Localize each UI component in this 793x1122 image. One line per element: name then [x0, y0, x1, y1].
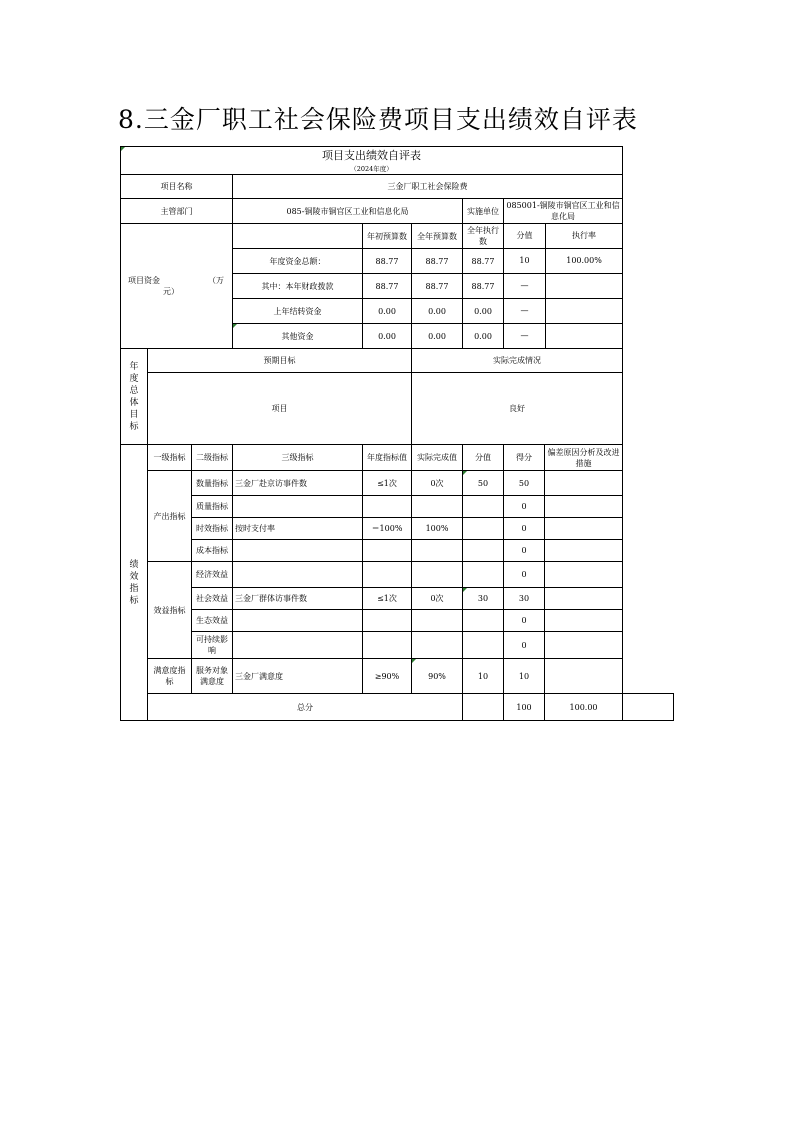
deviation-note: [545, 471, 623, 496]
indicator-header: 实际完成值: [412, 445, 463, 471]
total-score: 100.00: [545, 694, 623, 721]
table-year: （2024年度）: [121, 164, 623, 175]
actual-completion-text: 良好: [412, 373, 623, 445]
indicator-row: [121, 588, 674, 610]
deviation-note: [545, 518, 623, 540]
level2-indicator: 质量指标: [192, 496, 233, 518]
funds-cell: —: [504, 299, 546, 323]
actual-completion-header: 实际完成情况: [412, 349, 623, 373]
score: 0: [504, 632, 545, 659]
annual-target: [363, 562, 412, 588]
level2-indicator: 时效指标: [192, 518, 233, 540]
funds-cell: 88.77: [463, 249, 504, 274]
funds-cell: 0.00: [463, 324, 504, 349]
expected-goal-header: 预期目标: [148, 349, 412, 373]
funds-cell: —: [504, 324, 546, 348]
goals-side-label: [121, 349, 148, 445]
deviation-note: [545, 496, 623, 518]
page-heading: 8.三金厂职工社会保险费项目支出绩效自评表: [118, 105, 638, 134]
indicator-row: [121, 610, 674, 632]
indicator-row: [121, 496, 674, 518]
funds-cell: 100.00%: [566, 256, 602, 265]
score-value: [463, 562, 504, 588]
dept-value: 085-铜陵市铜官区工业和信息化局: [233, 199, 463, 224]
score: 10: [504, 659, 545, 694]
funds-cell: 0.00: [412, 324, 463, 349]
funds-cell-group: [504, 274, 623, 299]
annual-target: [363, 540, 412, 562]
funds-row-label: 其他资金: [233, 324, 363, 349]
annual-target: [363, 610, 412, 632]
funds-header: 分值: [504, 224, 546, 248]
score: 0: [504, 610, 545, 632]
deviation-note: [545, 632, 623, 659]
level2-indicator: 社会效益: [192, 588, 233, 610]
total-actual: [463, 694, 504, 721]
annual-target: ＝100%: [363, 518, 412, 540]
level1-indicator: 产出指标: [148, 471, 192, 562]
funds-cell: 88.77: [412, 249, 463, 274]
level2-indicator: 成本指标: [192, 540, 233, 562]
indicator-header: 二级指标: [192, 445, 233, 471]
score: 50: [504, 471, 545, 496]
level2-indicator: 可持续影响: [192, 632, 233, 659]
actual-value: [412, 610, 463, 632]
performance-self-evaluation-table: [120, 146, 674, 721]
funds-cell-group: [504, 249, 623, 274]
annual-target: ≤1次: [363, 588, 412, 610]
indicators-side-label-text: 绩效指标: [129, 559, 139, 606]
score-value: 10: [463, 659, 504, 694]
funds-header: 全年执行数: [463, 224, 504, 249]
total-label: 总分: [148, 694, 463, 721]
actual-value: 100%: [412, 518, 463, 540]
funds-cell-group: [504, 324, 623, 349]
level1-indicator: 满意度指标: [148, 659, 192, 694]
impl-unit-label: 实施单位: [463, 199, 504, 224]
score: 0: [504, 518, 545, 540]
level2-indicator: 生态效益: [192, 610, 233, 632]
indicator-row: [121, 659, 674, 694]
score-value: 50: [463, 471, 504, 496]
actual-value: [412, 496, 463, 518]
funds-header: 全年预算数: [412, 224, 463, 249]
project-name-value: 三金厂职工社会保险费: [233, 175, 623, 199]
indicator-row: [121, 471, 674, 496]
funds-cell: [546, 299, 622, 323]
funds-cell-group: [504, 299, 623, 324]
level3-indicator: 三金厂满意度: [233, 659, 363, 694]
level2-indicator: 数量指标: [192, 471, 233, 496]
score: 0: [504, 562, 545, 588]
funds-cell: 88.77: [363, 274, 412, 299]
indicator-header: 得分: [504, 445, 545, 471]
funds-header-blank: [233, 224, 363, 249]
funds-header: 年初预算数: [363, 224, 412, 249]
actual-value: 90%: [412, 659, 463, 694]
funds-cell: 10: [504, 249, 546, 273]
funds-cell: —: [504, 274, 546, 298]
project-name-label: 项目名称: [121, 175, 233, 199]
actual-value: [412, 632, 463, 659]
score-value: [463, 632, 504, 659]
total-score-value: 100: [504, 694, 545, 721]
level3-indicator: [233, 610, 363, 632]
funds-cell: 88.77: [412, 274, 463, 299]
funds-cell: [546, 324, 622, 348]
indicator-header: 分值: [463, 445, 504, 471]
actual-value: [412, 540, 463, 562]
table-title: 项目支出绩效自评表: [121, 147, 623, 165]
level3-indicator: 三金厂赴京访事件数: [233, 471, 363, 496]
total-row: [121, 694, 674, 721]
total-note: [623, 694, 674, 721]
deviation-note: [545, 562, 623, 588]
funds-label-unit: 元）: [163, 287, 179, 296]
deviation-note: [545, 588, 623, 610]
score-value: [463, 518, 504, 540]
indicator-row: [121, 540, 674, 562]
funds-label-right: （万: [208, 276, 224, 285]
indicator-header: 三级指标: [233, 445, 363, 471]
indicator-header: 一级指标: [148, 445, 192, 471]
annual-target: [363, 496, 412, 518]
funds-cell: 0.00: [363, 324, 412, 349]
level3-indicator: 按时支付率: [233, 518, 363, 540]
score-value: [463, 540, 504, 562]
deviation-note: [545, 659, 623, 694]
indicator-row: [121, 632, 674, 659]
annual-target: ≤1次: [363, 471, 412, 496]
funds-cell: 0.00: [463, 299, 504, 324]
funds-row-label: 其中：本年财政拨款: [233, 274, 363, 299]
indicator-row: [121, 518, 674, 540]
level3-indicator: [233, 540, 363, 562]
goals-side-label-text: 年度总体目标: [129, 361, 139, 432]
funds-cell: 88.77: [363, 249, 412, 274]
score: 30: [504, 588, 545, 610]
funds-cell: 0.00: [412, 299, 463, 324]
indicator-header: 年度指标值: [363, 445, 412, 471]
funds-header: 执行率: [572, 231, 597, 240]
indicators-side-label: [121, 445, 148, 721]
funds-row-label: 上年结转资金: [233, 299, 363, 324]
funds-label-left: 项目资金: [128, 276, 160, 285]
funds-cell: 0.00: [363, 299, 412, 324]
level3-indicator: 三金厂群体访事件数: [233, 588, 363, 610]
project-funds-label: [121, 224, 233, 349]
score-value: 30: [463, 588, 504, 610]
funds-cell: [546, 274, 622, 298]
score: 0: [504, 496, 545, 518]
score: 0: [504, 540, 545, 562]
annual-target: [363, 632, 412, 659]
indicator-header: 偏差原因分析及改进措施: [545, 445, 623, 471]
annual-target: ≥90%: [363, 659, 412, 694]
level3-indicator: [233, 562, 363, 588]
actual-value: [412, 562, 463, 588]
level3-indicator: [233, 496, 363, 518]
funds-cell: 88.77: [463, 274, 504, 299]
score-value: [463, 610, 504, 632]
impl-unit-value: 085001-铜陵市铜官区工业和信息化局: [504, 199, 623, 224]
dept-label: 主管部门: [121, 199, 233, 224]
level2-indicator: 经济效益: [192, 562, 233, 588]
actual-value: 0次: [412, 588, 463, 610]
funds-row-label: 年度资金总额：: [233, 249, 363, 274]
funds-header-group: [504, 224, 623, 249]
actual-value: 0次: [412, 471, 463, 496]
score-value: [463, 496, 504, 518]
deviation-note: [545, 610, 623, 632]
level3-indicator: [233, 632, 363, 659]
expected-goal-text: 项目: [148, 373, 412, 445]
indicator-row: [121, 562, 674, 588]
level2-indicator: 服务对象满意度: [192, 659, 233, 694]
level1-indicator: 效益指标: [148, 562, 192, 659]
deviation-note: [545, 540, 623, 562]
